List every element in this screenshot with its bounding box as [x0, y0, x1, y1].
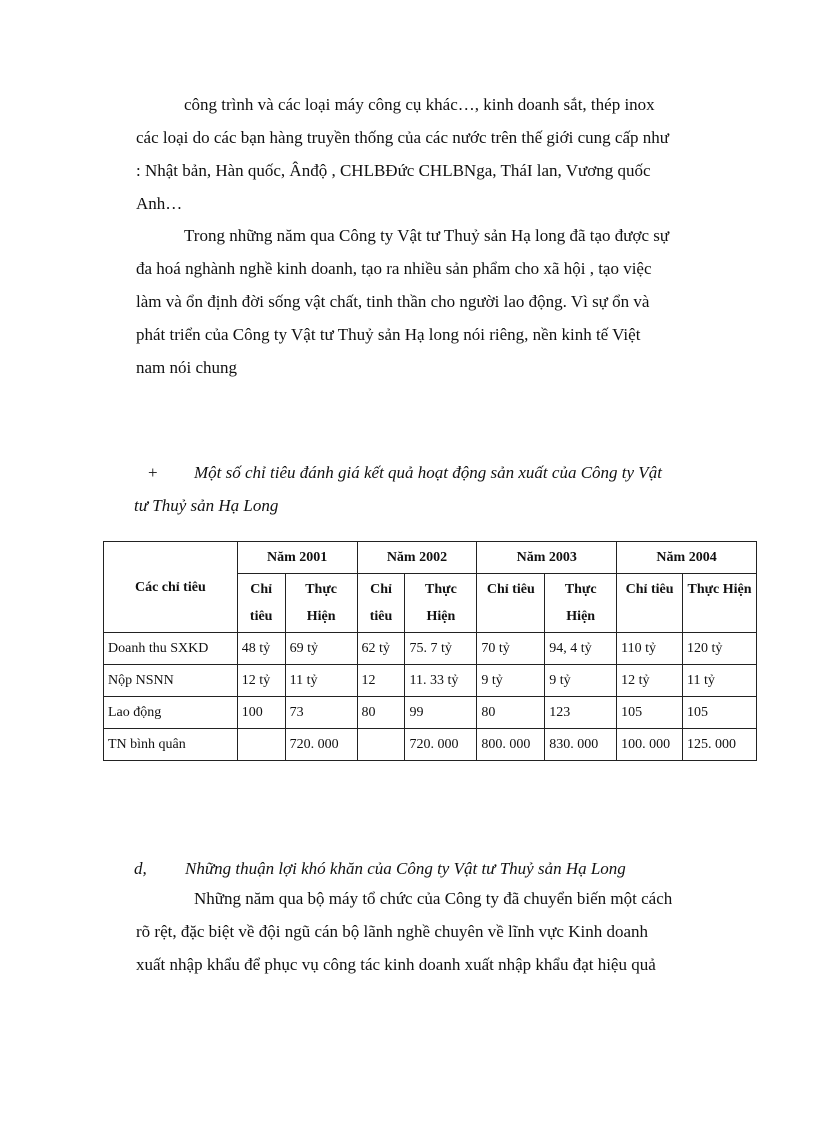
table-cell: 9 tỷ	[477, 665, 545, 697]
table-cell	[357, 729, 405, 761]
table-cell: 110 tỷ	[617, 633, 683, 665]
year-header: Năm 2002	[357, 542, 477, 574]
section-marker: d,	[134, 859, 147, 878]
paragraph-1	[136, 88, 739, 220]
paragraph-line: Những năm qua bộ máy tổ chức của Công ty đã chuyển biến một cách	[194, 889, 673, 908]
table-row	[104, 633, 757, 665]
paragraph-line: xuất nhập khẩu để phục vụ công tác kinh doanh xuất nhập khẩu đạt hiệu quả	[136, 955, 656, 974]
table-cell: 120 tỷ	[683, 633, 757, 665]
table-cell: 830. 000	[545, 729, 617, 761]
paragraph-line: các loại do các bạn hàng truyền thống của các nước trên thế giới cung cấp như	[136, 128, 669, 147]
year-header: Năm 2001	[237, 542, 357, 574]
paragraph-line: Trong những năm qua Công ty Vật tư Thuỷ sản Hạ long đã tạo được sự	[184, 226, 670, 245]
section-bullet: +	[148, 463, 158, 482]
paragraph-line: phát triển của Công ty Vật tư Thuỷ sản Hạ long nói riêng, nền kinh tế Việt	[136, 325, 641, 344]
table-header-row	[104, 542, 757, 574]
table-cell: 75. 7 tỷ	[405, 633, 477, 665]
table-row	[104, 665, 757, 697]
indicators-table	[103, 541, 757, 761]
table-cell: 720. 000	[405, 729, 477, 761]
paragraph-line: rõ rệt, đặc biệt về đội ngũ cán bộ lãnh nghề chuyên về lĩnh vực Kinh doanh	[136, 922, 648, 941]
table-cell: 80	[477, 697, 545, 729]
paragraph-3	[136, 882, 739, 981]
section-title: Những thuận lợi khó khăn của Công ty Vật tư Thuỷ sản Hạ Long	[185, 859, 626, 878]
table-cell: 12	[357, 665, 405, 697]
table-cell: 12 tỷ	[617, 665, 683, 697]
subheader-target: Chỉ tiêu	[617, 574, 683, 633]
section-heading-line-1: Một số chỉ tiêu đánh giá kết quả hoạt động sản xuất của Công ty Vật	[194, 463, 662, 482]
table-cell: 720. 000	[285, 729, 357, 761]
table-cell	[237, 729, 285, 761]
paragraph-line: làm và ổn định đời sống vật chất, tinh thần cho người lao động. Vì sự ổn và	[136, 292, 650, 311]
table-row	[104, 729, 757, 761]
table-header-label: Các chỉ tiêu	[104, 542, 238, 633]
section-heading-line-2: tư Thuỷ sản Hạ Long	[134, 496, 279, 515]
table-cell: 94, 4 tỷ	[545, 633, 617, 665]
row-label: Doanh thu SXKD	[104, 633, 238, 665]
table-cell: 70 tỷ	[477, 633, 545, 665]
subheader-actual: Thực Hiện	[683, 574, 757, 633]
subheader-actual: Thực Hiện	[545, 574, 617, 633]
year-header: Năm 2003	[477, 542, 617, 574]
row-label: TN bình quân	[104, 729, 238, 761]
paragraph-line: nam nói chung	[136, 358, 238, 377]
table-cell: 11 tỷ	[683, 665, 757, 697]
table-cell: 62 tỷ	[357, 633, 405, 665]
table-cell: 100. 000	[617, 729, 683, 761]
paragraph-line: đa hoá nghành nghề kinh doanh, tạo ra nhiều sản phẩm cho xã hội , tạo việc	[136, 259, 652, 278]
paragraph-line: : Nhật bản, Hàn quốc, Ânđộ , CHLBĐức CHLBNga, TháI lan, Vương quốc	[136, 161, 651, 180]
table-cell: 80	[357, 697, 405, 729]
row-label: Nộp NSNN	[104, 665, 238, 697]
table-cell: 11. 33 tỷ	[405, 665, 477, 697]
table-cell: 100	[237, 697, 285, 729]
table-cell: 73	[285, 697, 357, 729]
table-cell: 69 tỷ	[285, 633, 357, 665]
year-header: Năm 2004	[617, 542, 757, 574]
paragraph-line: Anh…	[136, 194, 183, 213]
table-cell: 800. 000	[477, 729, 545, 761]
subheader-actual: Thực Hiện	[405, 574, 477, 633]
subheader-target: Chỉ tiêu	[357, 574, 405, 633]
table-cell: 105	[617, 697, 683, 729]
subheader-target: Chỉ tiêu	[237, 574, 285, 633]
table-cell: 123	[545, 697, 617, 729]
subheader-actual: Thực Hiện	[285, 574, 357, 633]
paragraph-line: công trình và các loại máy công cụ khác…, kinh doanh sắt, thép inox	[184, 95, 655, 114]
table-row	[104, 697, 757, 729]
table-cell: 12 tỷ	[237, 665, 285, 697]
table-cell: 48 tỷ	[237, 633, 285, 665]
table-cell: 11 tỷ	[285, 665, 357, 697]
paragraph-2	[136, 219, 739, 384]
table-cell: 105	[683, 697, 757, 729]
table-cell: 99	[405, 697, 477, 729]
table-cell: 9 tỷ	[545, 665, 617, 697]
row-label: Lao động	[104, 697, 238, 729]
subheader-target: Chỉ tiêu	[477, 574, 545, 633]
table-cell: 125. 000	[683, 729, 757, 761]
